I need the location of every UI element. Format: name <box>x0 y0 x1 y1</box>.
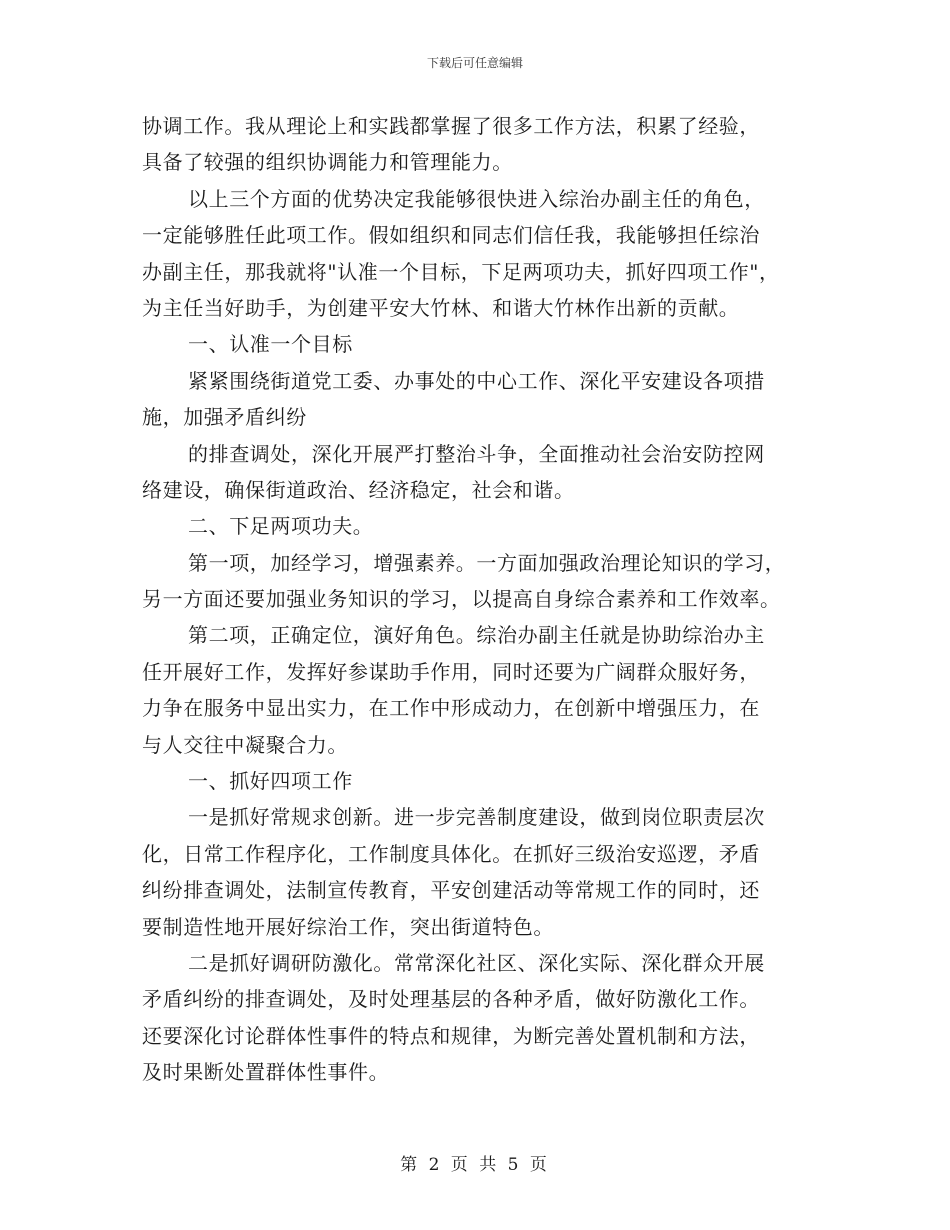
text-line: 二、下足两项功夫。 <box>188 514 374 539</box>
text-line: 化，日常工作程序化，工作制度具体化。在抓好三级治安巡逻，矛盾 <box>142 841 760 866</box>
text-line: 要制造性地开展好综治工作，突出街道特色。 <box>142 914 554 939</box>
text-line: 办副主任，那我就将"认准一个目标，下足两项功夫，抓好四项工作"， <box>142 259 780 284</box>
text-line: 还要深化讨论群体性事件的特点和规律，为断完善处置机制和方法， <box>142 1023 760 1048</box>
text-line: 纠纷排查调处，法制宣传教育，平安创建活动等常规工作的同时，还 <box>142 878 760 903</box>
text-line: 二是抓好调研防激化。常常深化社区、深化实际、深化群众开展 <box>188 950 765 975</box>
text-line: 以上三个方面的优势决定我能够很快进入综治办副主任的角色， <box>188 186 765 211</box>
text-line: 紧紧围绕街道党工委、办事处的中心工作、深化平安建设各项措 <box>188 368 765 393</box>
text-line: 及时果断处置群体性事件。 <box>142 1060 390 1085</box>
document-body <box>142 108 812 1091</box>
text-line: 一定能够胜任此项工作。假如组织和同志们信任我，我能够担任综治 <box>142 223 760 248</box>
text-line: 施，加强矛盾纠纷 <box>142 405 307 430</box>
text-line: 与人交往中凝聚合力。 <box>142 732 348 757</box>
page-number-footer: 第 2 页 共 5 页 <box>400 1155 550 1175</box>
text-line: 具备了较强的组织协调能力和管理能力。 <box>142 150 513 175</box>
text-line: 为主任当好助手，为创建平安大竹林、和谐大竹林作出新的贡献。 <box>142 295 740 320</box>
text-line: 矛盾纠纷的排查调处，及时处理基层的各种矛盾，做好防激化工作。 <box>142 987 760 1012</box>
text-line: 第一项，加经学习，增强素养。一方面加强政治理论知识的学习， <box>188 550 786 575</box>
text-line: 的排查调处，深化开展严打整治斗争，全面推动社会治安防控网 <box>188 441 765 466</box>
text-line: 一、抓好四项工作 <box>188 769 353 794</box>
text-line: 第二项，正确定位，演好角色。综治办副主任就是协助综治办主 <box>188 623 765 648</box>
text-line: 任开展好工作，发挥好参谋助手作用，同时还要为广阔群众服好务， <box>142 659 760 684</box>
text-line: 络建设，确保街道政治、经济稳定，社会和谐。 <box>142 477 575 502</box>
text-line: 协调工作。我从理论上和实践都掌握了很多工作方法，积累了经验， <box>142 114 760 138</box>
text-line: 一是抓好常规求创新。进一步完善制度建设，做到岗位职责层次 <box>188 805 765 830</box>
text-line: 一、认准一个目标 <box>188 332 353 357</box>
text-line: 力争在服务中显出实力，在工作中形成动力，在创新中增强压力，在 <box>142 696 760 721</box>
page-header: 下载后可任意编辑 <box>426 56 523 70</box>
text-line: 另一方面还要加强业务知识的学习，以提高自身综合素养和工作效率。 <box>142 587 781 612</box>
